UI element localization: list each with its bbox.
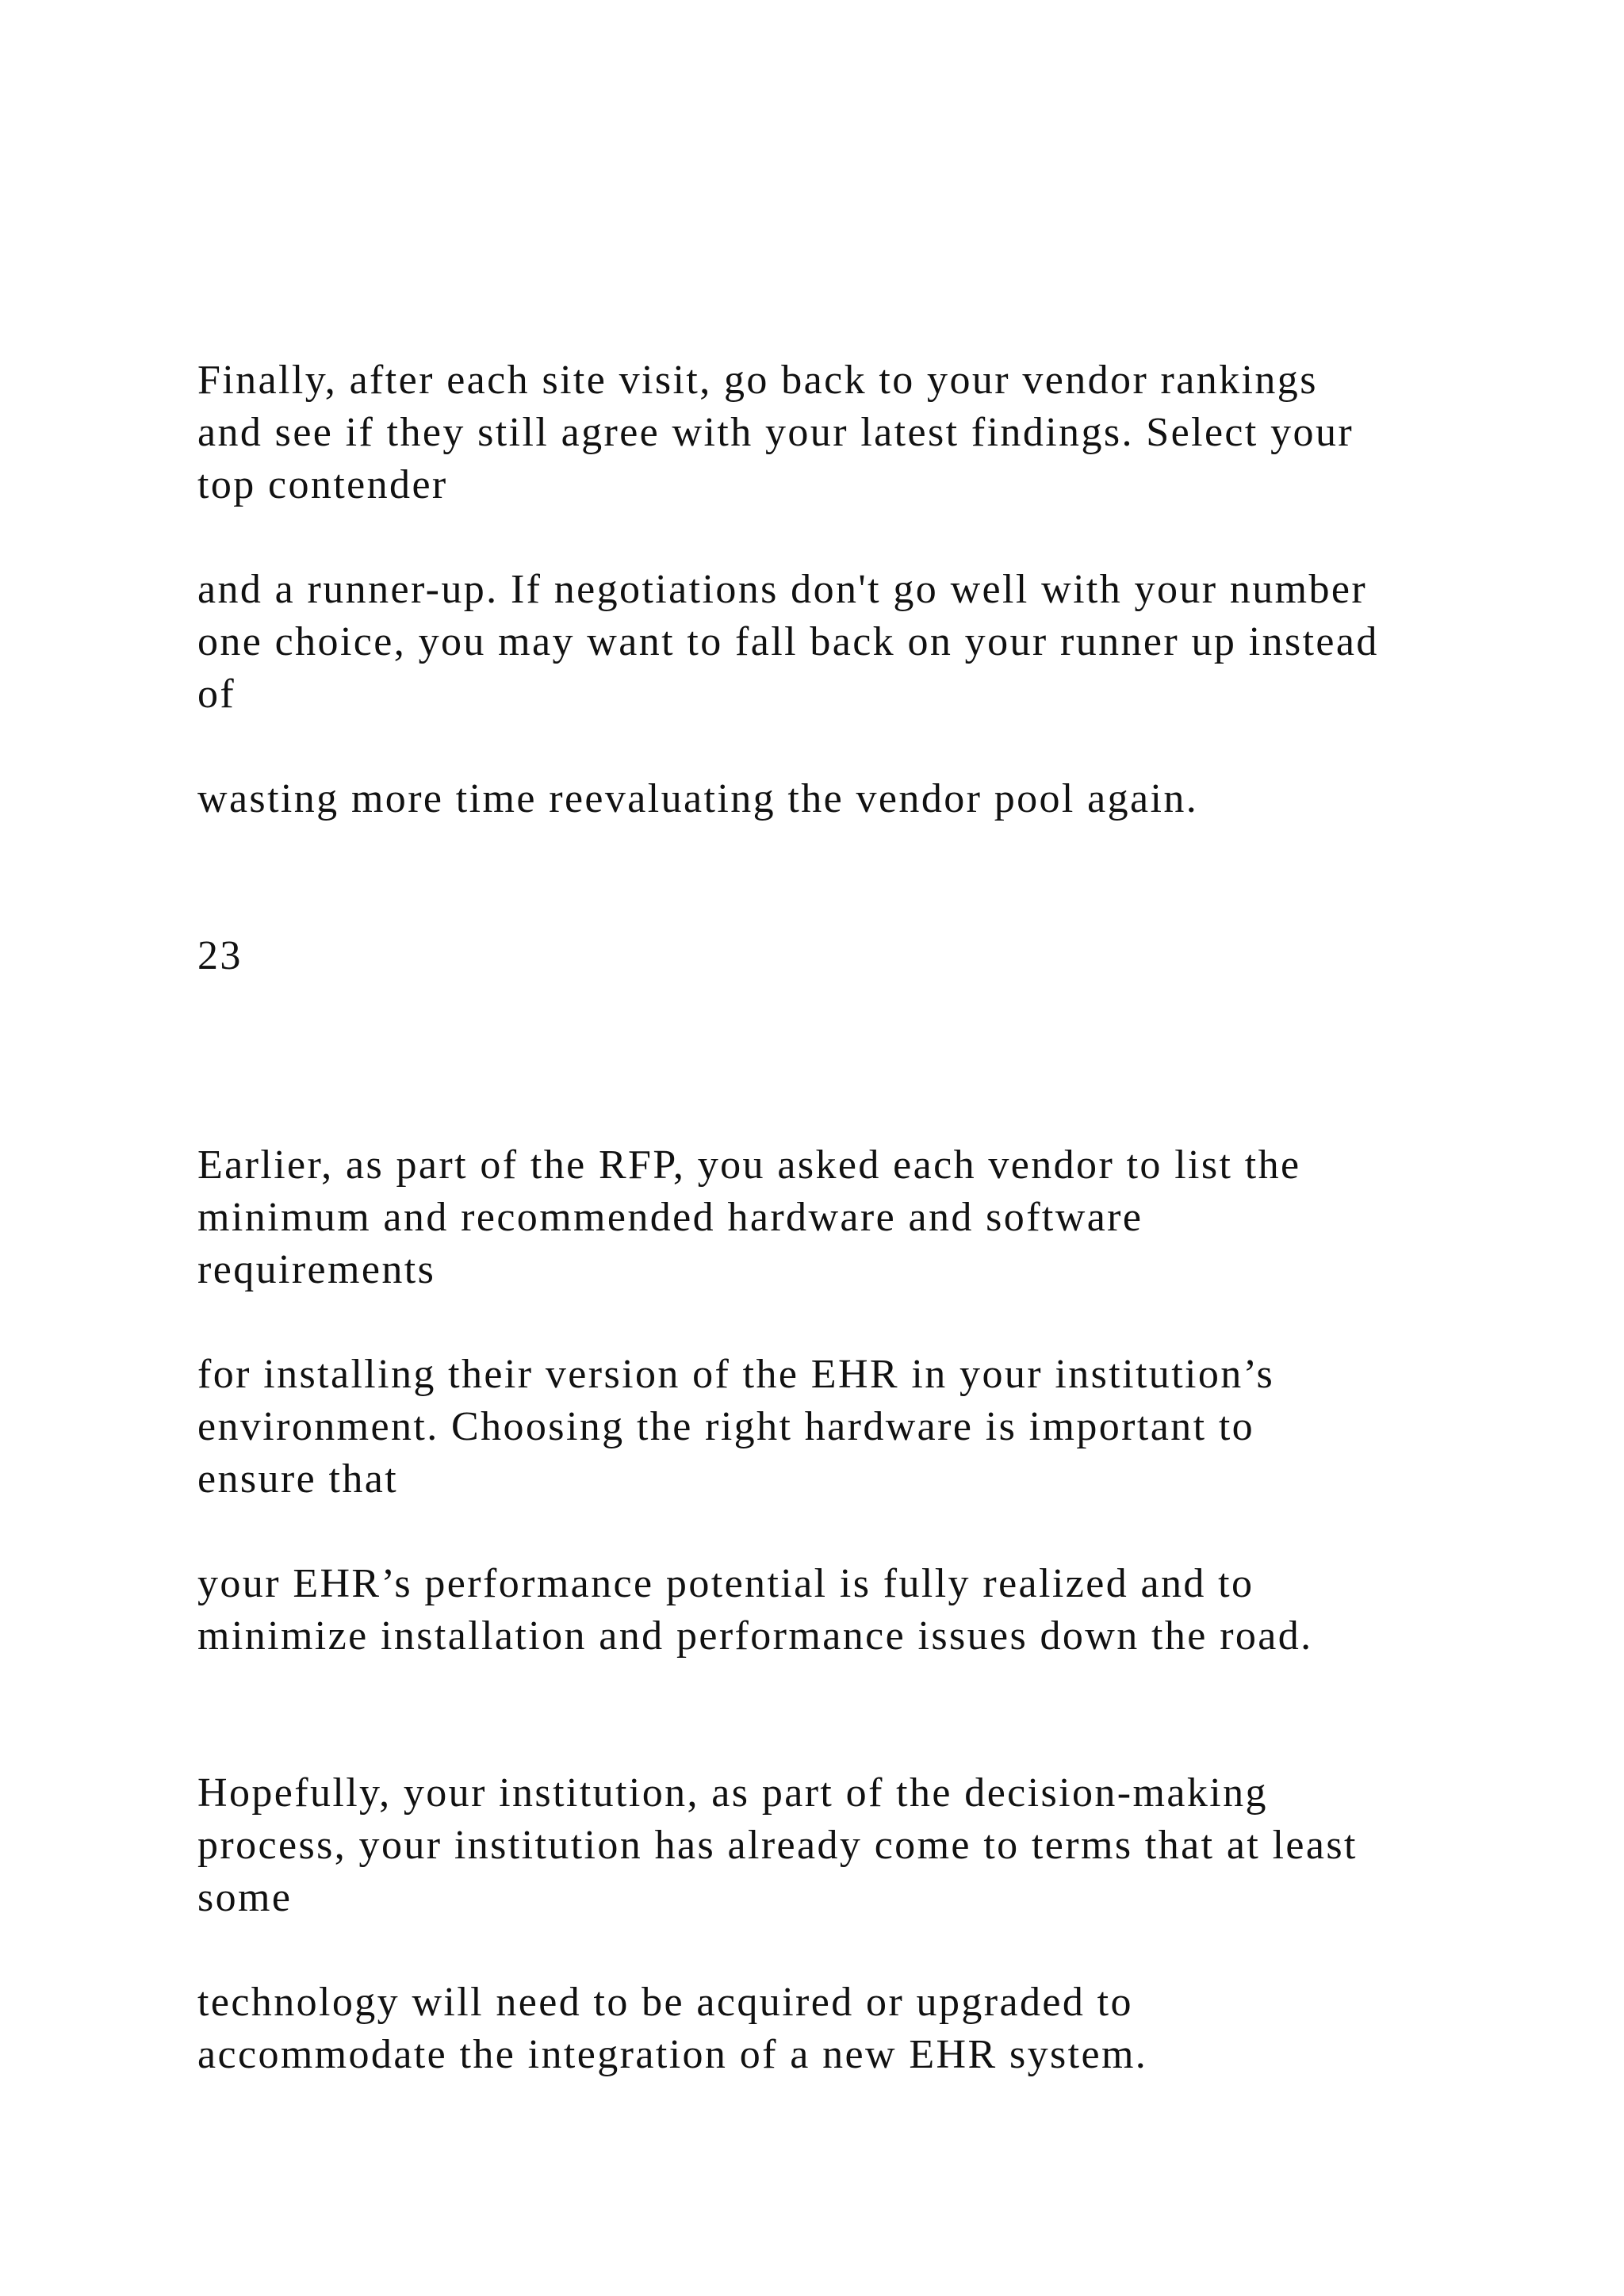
text-line: and see if they still agree with your latest findings. Select your xyxy=(197,410,1354,455)
text-line: minimum and recommended hardware and software xyxy=(197,1195,1143,1240)
text-line: accommodate the integration of a new EHR system. xyxy=(197,2032,1148,2077)
text-line: ensure that xyxy=(197,1456,399,1502)
text-line: and a runner-up. If negotiations don't go well with your number xyxy=(197,567,1368,612)
text-line: of xyxy=(197,672,236,717)
text-line: your EHR’s performance potential is fully realized and to xyxy=(197,1561,1254,1606)
text-line: top contender xyxy=(197,462,448,507)
text-line: minimize installation and performance issues down the road. xyxy=(197,1613,1313,1659)
text-line: Hopefully, your institution, as part of the decision-making xyxy=(197,1770,1268,1816)
text-line: for installing their version of the EHR in your institution’s xyxy=(197,1352,1275,1397)
text-line: technology will need to be acquired or upgraded to xyxy=(197,1980,1133,2025)
text-line: one choice, you may want to fall back on your runner up instead xyxy=(197,619,1379,664)
page-number: 23 xyxy=(197,933,243,978)
text-line: some xyxy=(197,1875,293,1920)
text-line: Earlier, as part of the RFP, you asked each vendor to list the xyxy=(197,1142,1301,1188)
text-line: process, your institution has already come to terms that at least xyxy=(197,1823,1358,1868)
text-line: environment. Choosing the right hardware is important to xyxy=(197,1404,1255,1449)
text-line: wasting more time reevaluating the vendor pool again. xyxy=(197,776,1199,821)
text-line: Finally, after each site visit, go back to your vendor rankings xyxy=(197,358,1318,403)
text-line: requirements xyxy=(197,1247,436,1292)
